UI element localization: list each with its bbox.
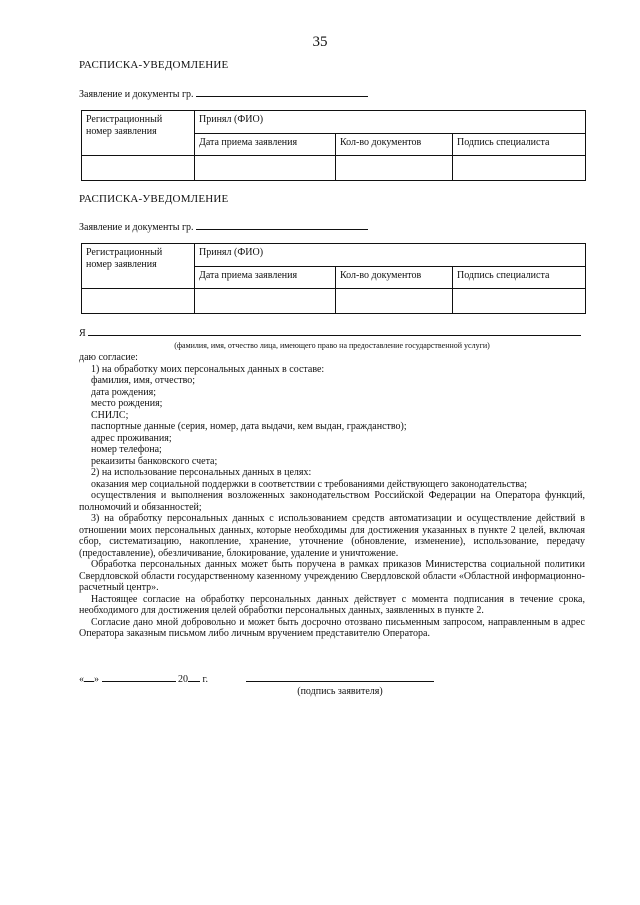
statement-label: Заявление и документы гр.	[79, 89, 194, 100]
signature-cell[interactable]	[453, 156, 586, 181]
give-consent: даю согласие:	[79, 352, 138, 363]
purpose-item: оказания мер социальной поддержки в соответствии с требованиями действующего законодательства;	[91, 478, 528, 490]
revoke-paragraph: Согласие дано мной добровольно и может быть досрочно отозвано письменным запросом, направленным в адрес Оператора заказным письмом либо личным вручением представителю Оператора.	[79, 616, 585, 639]
signature-header: Подпись специалиста	[453, 267, 586, 289]
i-label: Я	[79, 328, 86, 339]
data-item: адрес проживания;	[91, 432, 172, 444]
count-header: Кол-во документов	[336, 134, 453, 156]
receipt-2-title: РАСПИСКА-УВЕДОМЛЕНИЕ	[79, 193, 229, 205]
receipt-1-table	[81, 110, 586, 181]
applicant-name-caption: (фамилия, имя, отчество лица, имеющего право на предоставление государственной услуги)	[174, 341, 490, 350]
processing-paragraph: Обработка персональных данных может быть поручена в рамках приказов Министерства социальной политики Свердловской области государственному казенному учреждению Свердловской области «Областной информационно-расчетный центр».	[79, 559, 585, 593]
signature-header: Подпись специалиста	[453, 134, 586, 156]
reg-number-header: Регистрационный номер заявления	[82, 111, 195, 156]
signature-caption: (подпись заявителя)	[297, 686, 383, 697]
count-cell[interactable]	[336, 289, 453, 314]
reg-number-cell[interactable]	[82, 289, 195, 314]
receipt-1-statement-line	[79, 86, 368, 100]
receipt-2-table	[81, 243, 586, 314]
signature-cell[interactable]	[453, 289, 586, 314]
date-cell[interactable]	[195, 289, 336, 314]
year-field[interactable]	[188, 672, 200, 682]
month-field[interactable]	[102, 672, 176, 682]
item-1: 1) на обработку моих персональных данных в составе:	[91, 363, 325, 375]
count-cell[interactable]	[336, 156, 453, 181]
data-item: СНИЛС;	[91, 409, 129, 421]
data-item: номер телефона;	[91, 444, 162, 455]
data-item: рекаизиты банковского счета;	[91, 455, 218, 467]
date-header: Дата приема заявления	[195, 134, 336, 156]
data-item: дата рождения;	[91, 386, 156, 398]
item-3: 3) на обработку персональных данных с использованием средств автоматизации и осуществление действий в отношении моих персональных данных, которые необходимы для достижения указанных в пункте 2 целей, включая сбор, систематизацию, накопление, хранение, уточнение (обновление, изменение), использование, передачу (предоставление), обезличивание, блокирование, удаление и уничтожение.	[79, 513, 585, 559]
data-item: паспортные данные (серия, номер, дата выдачи, кем выдан, гражданство);	[91, 421, 407, 432]
reg-number-header: Регистрационный номер заявления	[82, 244, 195, 289]
citizen-name-field[interactable]	[196, 86, 368, 97]
receipt-2-statement-line	[79, 219, 368, 233]
day-field[interactable]	[84, 672, 94, 682]
consent-body	[79, 352, 585, 640]
citizen-name-field[interactable]	[196, 219, 368, 230]
applicant-name-field[interactable]	[88, 326, 581, 336]
applicant-name-line	[79, 326, 589, 339]
purpose-item: осуществления и выполнения возложенных законодательством Российской Федерации на Оператора функций, полномочий и обязанностей;	[79, 490, 585, 513]
data-item: место рождения;	[91, 398, 163, 409]
validity-paragraph: Настоящее согласие на обработку персональных данных действует с момента подписания в течение срока, необходимого для достижения целей обработки персональных данных, заявленных в пункте 2.	[79, 593, 585, 616]
statement-label: Заявление и документы гр.	[79, 222, 194, 233]
item-2: 2) на использование персональных данных в целях:	[91, 467, 312, 478]
accepted-header: Принял (ФИО)	[195, 244, 586, 267]
receipt-1-title: РАСПИСКА-УВЕДОМЛЕНИЕ	[79, 59, 229, 71]
date-line: « » 20 г.	[79, 674, 208, 685]
accepted-header: Принял (ФИО)	[195, 111, 586, 134]
reg-number-cell[interactable]	[82, 156, 195, 181]
date-header: Дата приема заявления	[195, 267, 336, 289]
applicant-signature-field[interactable]	[246, 681, 434, 682]
page-number: 35	[312, 34, 328, 50]
count-header: Кол-во документов	[336, 267, 453, 289]
date-cell[interactable]	[195, 156, 336, 181]
data-item: фамилия, имя, отчество;	[91, 375, 196, 386]
